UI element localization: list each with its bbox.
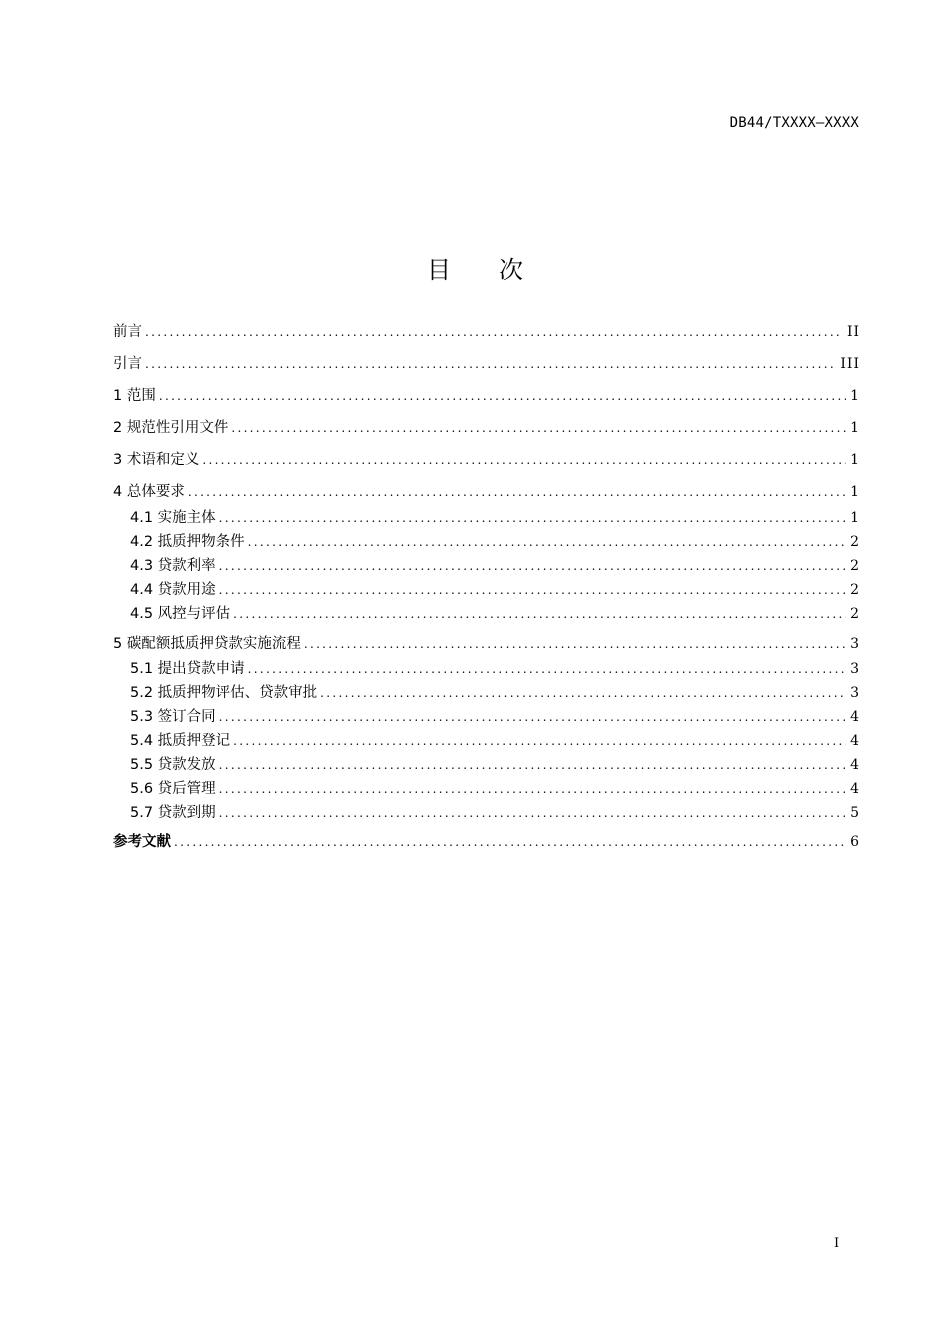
toc-entry-label: 5.3 签订合同 [130,709,216,725]
toc-entry-3[interactable] [113,448,860,468]
toc-entry-label: 4.5 风控与评估 [130,606,231,622]
toc-leader-dots [219,559,846,573]
toc-entry-page: 1 [850,452,860,468]
toc-leader-dots [159,389,846,403]
toc-leader-dots [219,710,846,724]
toc-entry-page: 4 [850,709,860,725]
toc-entry-label: 4 总体要求 [113,484,185,500]
toc-entry-page: 4 [850,733,860,749]
toc-entry-4[interactable] [113,480,860,500]
toc-leader-dots [248,662,846,676]
toc-leader-dots [188,485,846,499]
toc-entry-page: 2 [850,534,860,550]
toc-entry-page: 1 [850,510,860,526]
toc-entry-label: 5.1 提出贷款申请 [130,661,245,677]
toc-leader-dots [233,607,846,621]
toc-entry-5-2[interactable] [130,681,860,701]
toc-entry-1[interactable] [113,384,860,404]
title-char-2: 次 [499,256,523,284]
toc-entry-5-3[interactable] [130,705,860,725]
toc-entry-page: 4 [850,781,860,797]
toc-entry-label: 4.1 实施主体 [130,510,216,526]
toc-entry-label: 4.2 抵质押物条件 [130,534,245,550]
toc-leader-dots [174,835,846,849]
toc-entry-page: 3 [850,636,860,652]
toc-entry-5-4[interactable] [130,729,860,749]
toc-entry-label: 前言 [113,324,142,340]
toc-leader-dots [202,453,846,467]
toc-entry-label: 5.7 贷款到期 [130,805,216,821]
toc-entry-5-1[interactable] [130,657,860,677]
toc-leader-dots [320,686,846,700]
page-number: I [834,1236,840,1251]
toc-entry-page: 1 [850,484,860,500]
toc-entry-page: 2 [850,606,860,622]
toc-entry-label: 3 术语和定义 [113,452,200,468]
toc-entry-foreword[interactable] [113,320,860,340]
toc-leader-dots [248,535,846,549]
page-title [0,250,950,285]
toc-entry-label: 5.6 贷后管理 [130,781,216,797]
toc-entry-page: 2 [850,582,860,598]
toc-leader-dots [219,782,846,796]
toc-entry-4-3[interactable] [130,554,860,574]
toc-leader-dots [219,583,846,597]
toc-entry-page: 3 [850,661,860,677]
toc-entry-page: 1 [850,420,860,436]
toc-entry-label: 2 规范性引用文件 [113,420,229,436]
toc-leader-dots [304,637,846,651]
toc-leader-dots [219,806,846,820]
toc-entry-page: 1 [850,388,860,404]
title-char-1: 目 [427,256,451,284]
toc-entry-label: 1 范围 [113,388,156,404]
toc-leader-dots [145,357,836,371]
toc-entry-label: 4.3 贷款利率 [130,558,216,574]
toc-entry-page: 2 [850,558,860,574]
toc-entry-4-2[interactable] [130,530,860,550]
toc-leader-dots [233,734,846,748]
toc-leader-dots [219,758,846,772]
toc-entry-4-5[interactable] [130,602,860,622]
toc-leader-dots [231,421,846,435]
toc-entry-page: II [846,324,860,340]
toc-entry-4-1[interactable] [130,506,860,526]
toc-entry-page: 5 [850,805,860,821]
toc-entry-label: 5 碳配额抵质押贷款实施流程 [113,636,301,652]
toc-entry-5[interactable] [113,632,860,652]
toc-entry-5-5[interactable] [130,753,860,773]
toc-entry-2[interactable] [113,416,860,436]
toc-entry-label: 引言 [113,356,142,372]
toc-entry-introduction[interactable] [113,352,860,372]
toc-entry-label: 5.4 抵质押登记 [130,733,231,749]
toc-entry-5-7[interactable] [130,801,860,821]
toc-entry-page: 4 [850,757,860,773]
toc-leader-dots [219,511,846,525]
toc-entry-references[interactable] [113,830,860,850]
toc-entry-page: 3 [850,685,860,701]
toc-entry-5-6[interactable] [130,777,860,797]
toc-entry-label: 4.4 贷款用途 [130,582,216,598]
toc-entry-4-4[interactable] [130,578,860,598]
toc-entry-page: 6 [850,834,860,850]
toc-entry-label: 参考文献 [113,834,171,850]
toc-entry-label: 5.2 抵质押物评估、贷款审批 [130,685,318,701]
toc-leader-dots [145,325,843,339]
toc-entry-page: III [840,356,860,372]
document-code: DB44/TXXXX—XXXX [729,115,859,131]
toc-entry-label: 5.5 贷款发放 [130,757,216,773]
